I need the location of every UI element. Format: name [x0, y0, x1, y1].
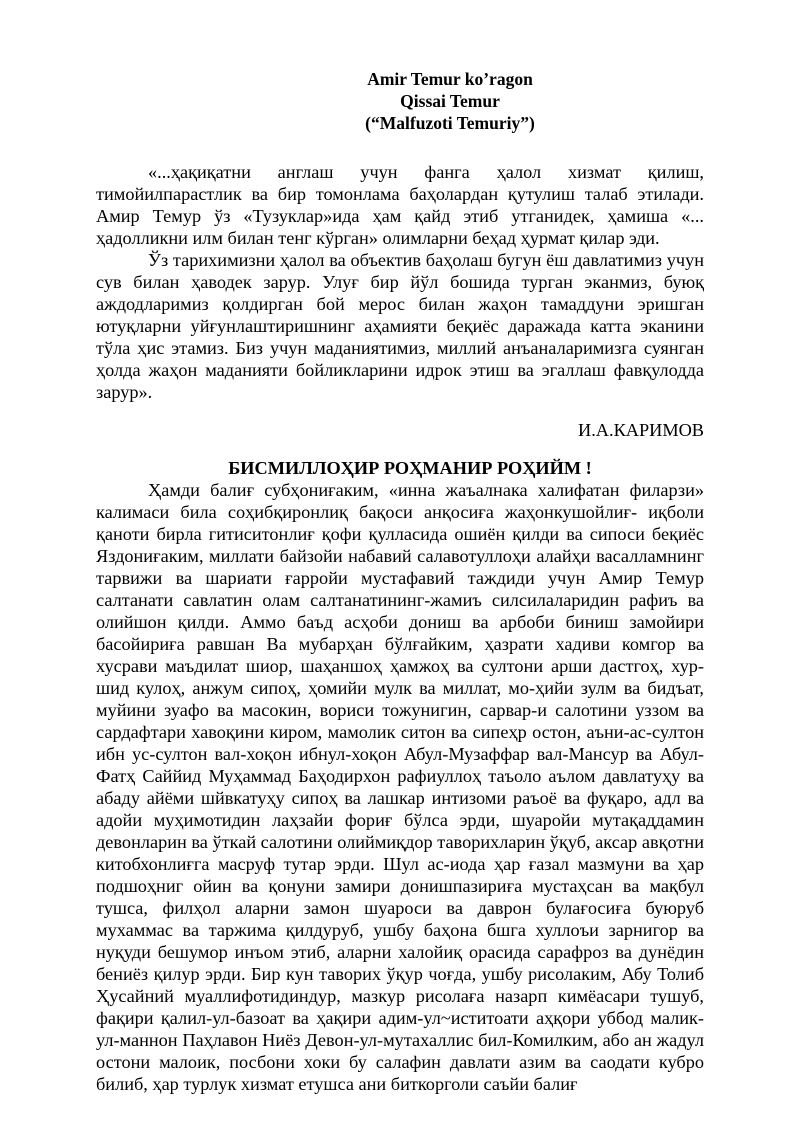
document-title-block	[196, 68, 704, 134]
title-line-work: Qissai Temur	[400, 91, 500, 111]
title-line-author: Amir Temur ko’ragon	[367, 69, 533, 89]
document-page	[96, 68, 704, 1095]
epigraph-author: И.А.КАРИМОВ	[578, 420, 704, 440]
spacer	[96, 134, 704, 161]
section-heading: БИСМИЛЛОҲИР РОҲМАНИР РОҲИЙМ !	[228, 458, 592, 478]
epigraph-paragraph-2: Ўз тарихимизни ҳалол ва объектив баҳолаш бугун ёш давлатимиз учун сув билан ҳаводек зарур. Улуғ бир йўл бошида турган эканмиз, буюқ аждодларимиз қолдирган бой мерос билан жаҳон тамаддуни эришган ютуқларни уйғунлаштиришнинг аҳамияти беқиёс даражада катта эканини тўла ҳис этамиз. Биз учун маданиятимиз, миллий анъаналаримизга суянган ҳолда жаҳон маданияти бойликларини идрок этиш ва эгаллаш фавқулодда зарур».	[96, 250, 704, 402]
body-paragraph: Ҳамди балиғ субҳониғаким, «инна жаъалнака халифатан филарзи» калимаси била соҳибқиронлиқ бақоси анқосиға жаҳонкушойлиғ- иқболи қаноти бирла гитиситонлиғ қофи қулласида ошиён қилди ва сипоси беқиёс Яздониғаким, миллати байзойи набавий салавотуллоҳи алайҳи васалламнинг тарвижи ва шариати ғарройи мустафавий таждиди учун Амир Темур салтанати савлатин олам салтанатининг-жамиъ силсилаларидин рафиъ ва олийшон қилди. Аммо баъд асҳоби дониш ва арбоби биниш замойири басойириға равшан Ва мубарҳан бўлғайким, ҳазрати хадиви комгор ва хусрави маъдилат шиор, шаҳаншоҳ ҳамжоҳ ва султони арши дастгоҳ, хур-шид кулоҳ, анжум сипоҳ, ҳомийи мулк ва миллат, мо-ҳийи зулм ва бидъат, муйини зуафо ва масокин, вориси тожунигин, сарвар-и салотини уззом ва сардафтари хавоқини киром, мамолик ситон ва сипеҳр остон, аъни-ас-султон ибн ус-султон вал-хоқон ибнул-хоқон Абул-Музаффар вал-Мансур ва Абул-Фатҳ Саййид Муҳаммад Баҳодирхон рафиуллоҳ таъоло аълом давлатуҳу ва абаду айёми шйвкатуҳу сипоҳ ва лашкар интизоми раъоё ва фуқаро, адл ва адойи муҳимотидин лаҳзайи фориғ бўлса эрди, шуаройи мутақаддамин девонларин ва ўткай салотини олиймиқдор таворихларин ўқуб, аксар авқотни китобхонлиғга масруф тутар эрди. Шул ас-иода ҳар ғазал мазмуни ва ҳар подшоҳниг ойин ва қонуни замири донишпазириға мустаҳсан ва мақбул тушса, филҳол аларни замон шуароси ва даврон булағосиға буюруб мухаммас ва таржима қилдуруб, ушбу баҳона бшга хуллоъи зарнигор ва нуқуди бешумор инъом этиб, аларни халойиқ орасида сарафроз ва дунёдин бениёз қилур эрди. Бир кун таворих ўқур чоғда, ушбу рисолаким, Абу Толиб Ҳусайний муаллифотидиндур, мазкур рисолаға назарп кимёасари тушуб, фақири қалил-ул-базоат ва ҳақири адим-ул~иститоати аҳқори уббод малик-ул-маннон Паҳлавон Ниёз Девон-ул-мутахаллис бил-Комилким, або ан жадул остони малоик, посбони хоки бу салафин давлати азим ва саодати кубро билиб, ҳар турлук хизмат етушса ани биткорголи саъйи балиғ	[96, 480, 704, 1094]
title-line-subtitle: (“Malfuzoti Temuriy”)	[365, 113, 535, 133]
epigraph-paragraph-1: «...ҳақиқатни англаш учун фанга ҳалол хизмат қилиш, тимойилпарастлик ва бир томонлама баҳолардан қутулиш талаб этилади. Амир Темур ўз «Тузуклар»ида ҳам қайд этиб утганидек, ҳамиша «... ҳадолликни илм билан тенг кўрган» олимларни беҳад ҳурмат қилар эди.	[96, 162, 704, 248]
